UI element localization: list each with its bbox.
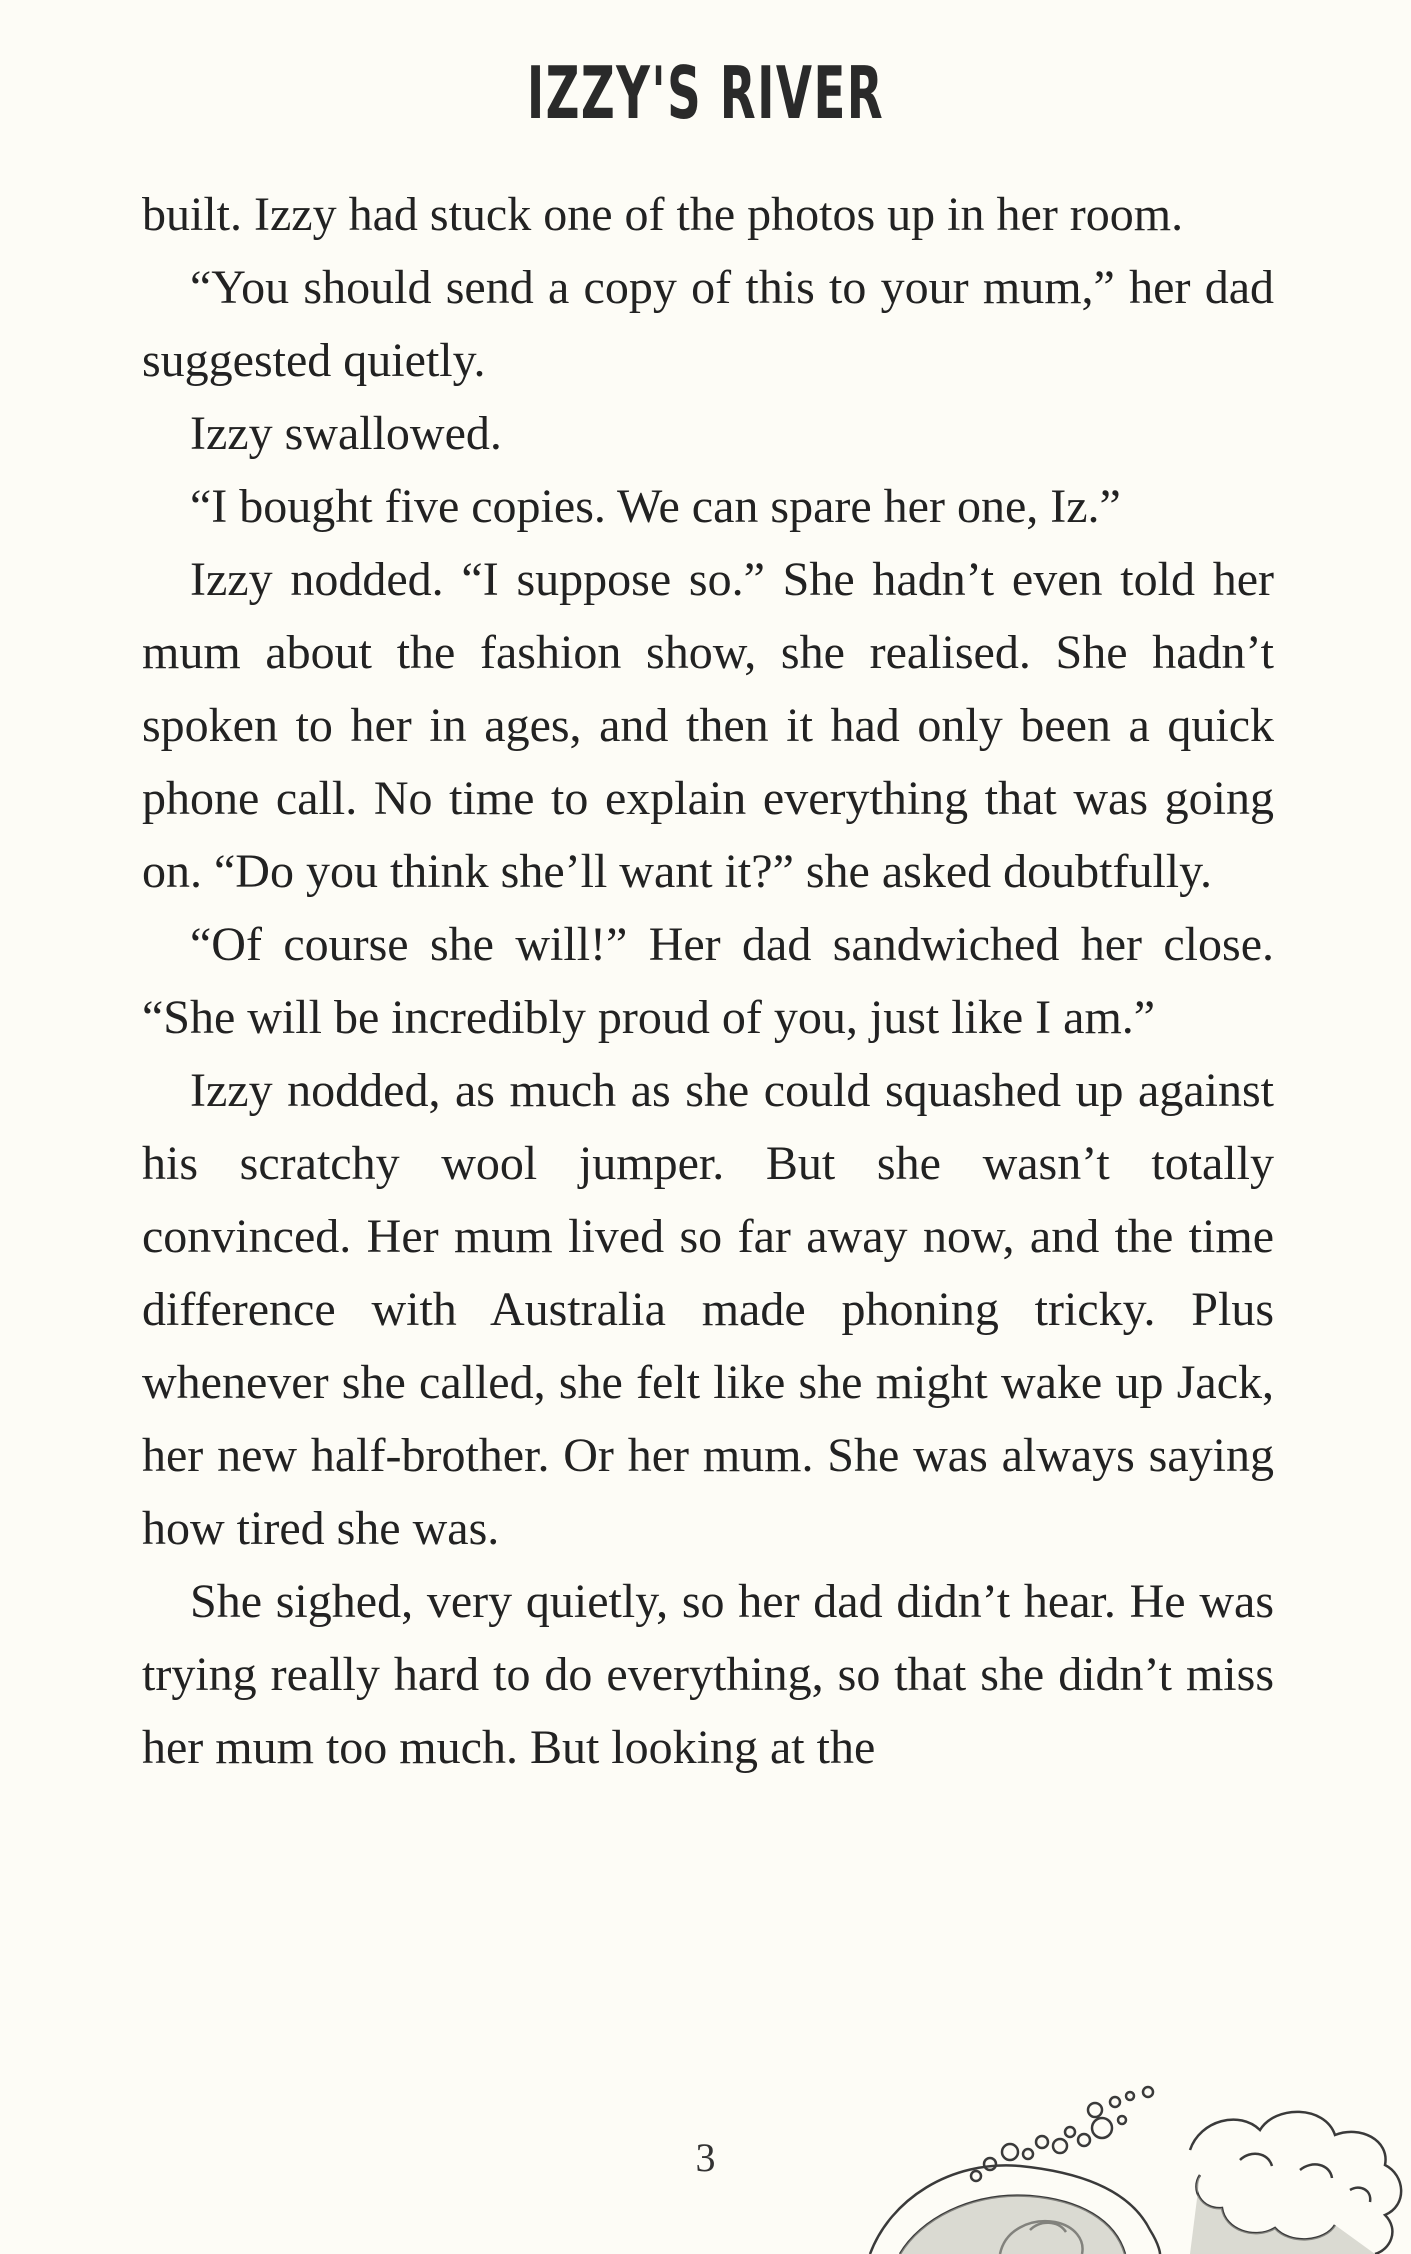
page-number: 3 (695, 2135, 716, 2180)
paragraph: “Of course she will!” Her dad sandwiched her close. “She will be incredibly proud of you, just like I am.” (142, 918, 1274, 1044)
paragraph: Izzy nodded. “I suppose so.” She hadn’t even told her mum about the fashion show, she realised. She hadn’t spoken to her in ages, and then it had only been a quick phone call. No time to explain everything that was going on. “Do you think she’ll want it?” she asked doubtfully. (142, 553, 1274, 898)
paragraph: built. Izzy had stuck one of the photos up in her room. (142, 188, 1184, 241)
paragraph: “I bought five copies. We can spare her one, Iz.” (190, 480, 1121, 533)
body-text (142, 178, 1274, 1784)
paragraph: She sighed, very quietly, so her dad didn’t hear. He was trying really hard to do everything, so that she didn’t miss her mum too much. But looking at the (142, 1575, 1274, 1774)
paragraph: Izzy swallowed. (190, 407, 502, 460)
paragraph: Izzy nodded, as much as she could squashed up against his scratchy wool jumper. But she wasn’t totally convinced. Her mum lived so far away now, and the time difference with Australia made phoning tricky. Plus whenever she called, she felt like she might wake up Jack, her new half-brother. Or her mum. She was always saying how tired she was. (142, 1064, 1274, 1555)
paragraph: “You should send a copy of this to your mum,” her dad suggested quietly. (142, 261, 1274, 387)
bubbles-and-swirl-illustration-icon (830, 2080, 1411, 2254)
running-title: IZZY'S RIVER (526, 51, 885, 135)
